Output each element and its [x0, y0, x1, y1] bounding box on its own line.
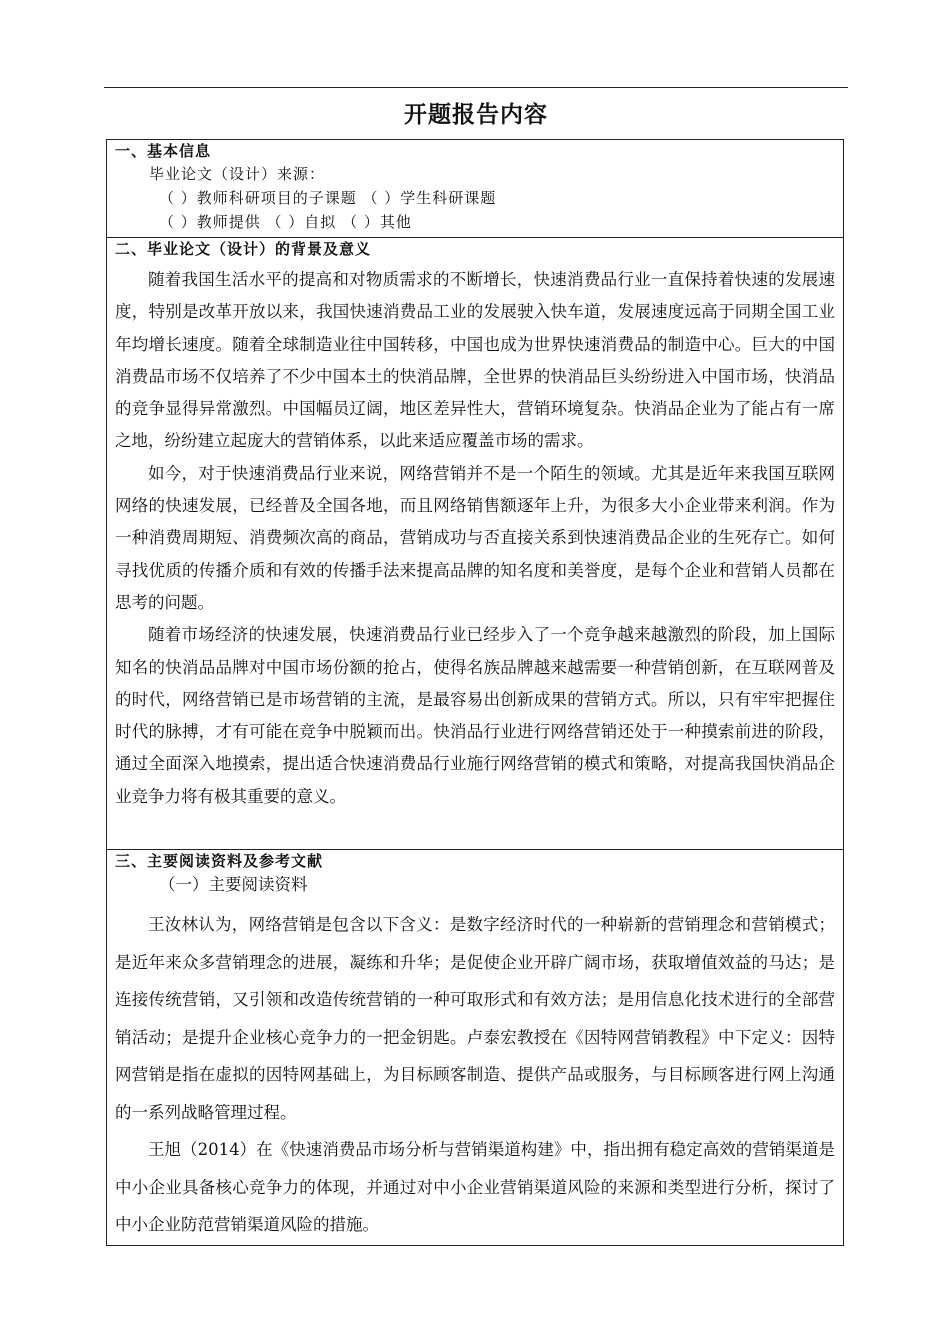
reading-paragraph: 王汝林认为，网络营销是包含以下含义：是数字经济时代的一种崭新的营销理念和营销模式；是近年来众多营销理念的进展，凝练和升华；是促使企业开辟广阔市场，获取增值效益的马达；是连接传统营销，又引领和改造传统营销的一种可取形式和有效方法；是用信息化技术进行的全部营销活动；是提升企业核心竞争力的一把金钥匙。卢泰宏教授在《因特网营销教程》中下定义：因特网营销是指在虚拟的因特网基础上，为目标顾客制造、提供产品或服务，与目标顾客进行网上沟通的一系列战略管理过程。 — [115, 915, 835, 1122]
background-section — [107, 238, 843, 850]
report-table — [106, 139, 844, 1246]
reading-paragraph: 王旭（2014）在《快速消费品市场分析与营销渠道构建》中，指出拥有稳定高效的营销渠道是中小企业具备核心竞争力的体现，并通过对中小企业营销渠道风险的来源和类型进行分析，探讨了中小企业防范营销渠道风险的措施。 — [115, 1140, 835, 1234]
background-paragraph: 随着市场经济的快速发展，快速消费品行业已经步入了一个竞争越来越激烈的阶段，加上国际知名的快消品品牌对中国市场份额的抢占，使得名族品牌越来越需要一种营销创新，在互联网普及的时代，网络营销已是市场营销的主流，是最容易出创新成果的营销方式。所以，只有牢牢把握住时代的脉搏，才有可能在竞争中脱颖而出。快消品行业进行网络营销还处于一种摸索前进的阶段，通过全面深入地摸索，提出适合快速消费品行业施行网络营销的模式和策略，对提高我国快消品企业竞争力将有极其重要的意义。 — [115, 625, 835, 806]
background-paragraph: 如今，对于快速消费品行业来说，网络营销并不是一个陌生的领域。尤其是近年来我国互联网网络的快速发展，已经普及全国各地，而且网络销售额逐年上升，为很多大小企业带来利润。作为一种消费周期短、消费频次高的商品，营销成功与否直接关系到快速消费品企业的生死存亡。如何寻找优质的传播介质和有效的传播手法来提高品牌的知名度和美誉度，是每个企业和营销人员都在思考的问题。 — [115, 463, 835, 612]
source-options-row-2: （ ）教师提供 （ ）自拟 （ ）其他 — [159, 213, 412, 231]
source-label: 毕业论文（设计）来源： — [149, 165, 326, 183]
header-rule — [104, 87, 848, 88]
page-title: 开题报告内容 — [404, 102, 548, 128]
source-options-row-1: （ ）教师科研项目的子课题 （ ）学生科研课题 — [159, 189, 497, 207]
background-heading: 二、毕业论文（设计）的背景及意义 — [115, 240, 372, 258]
background-paragraph: 随着我国生活水平的提高和对物质需求的不断增长，快速消费品行业一直保持着快速的发展速度，特别是改革开放以来，我国快速消费品工业的发展驶入快车道，发展速度远高于同期全国工业年均增长速度。随着全球制造业往中国转移，中国也成为世界快速消费品的制造中心。巨大的中国消费品市场不仅培养了不少中国本土的快消品牌，全世界的快消品巨头纷纷进入中国市场，快消品的竞争显得异常激烈。中国幅员辽阔，地区差异性大，营销环境复杂。快消品企业为了能占有一席之地，纷纷建立起庞大的营销体系，以此来适应覆盖市场的需求。 — [115, 270, 835, 451]
references-section — [107, 850, 843, 1245]
references-heading: 三、主要阅读资料及参考文献 — [115, 852, 324, 870]
basic-info-heading: 一、基本信息 — [115, 142, 212, 160]
basic-info-section — [107, 140, 843, 238]
reading-subheading: （一）主要阅读资料 — [159, 875, 308, 894]
